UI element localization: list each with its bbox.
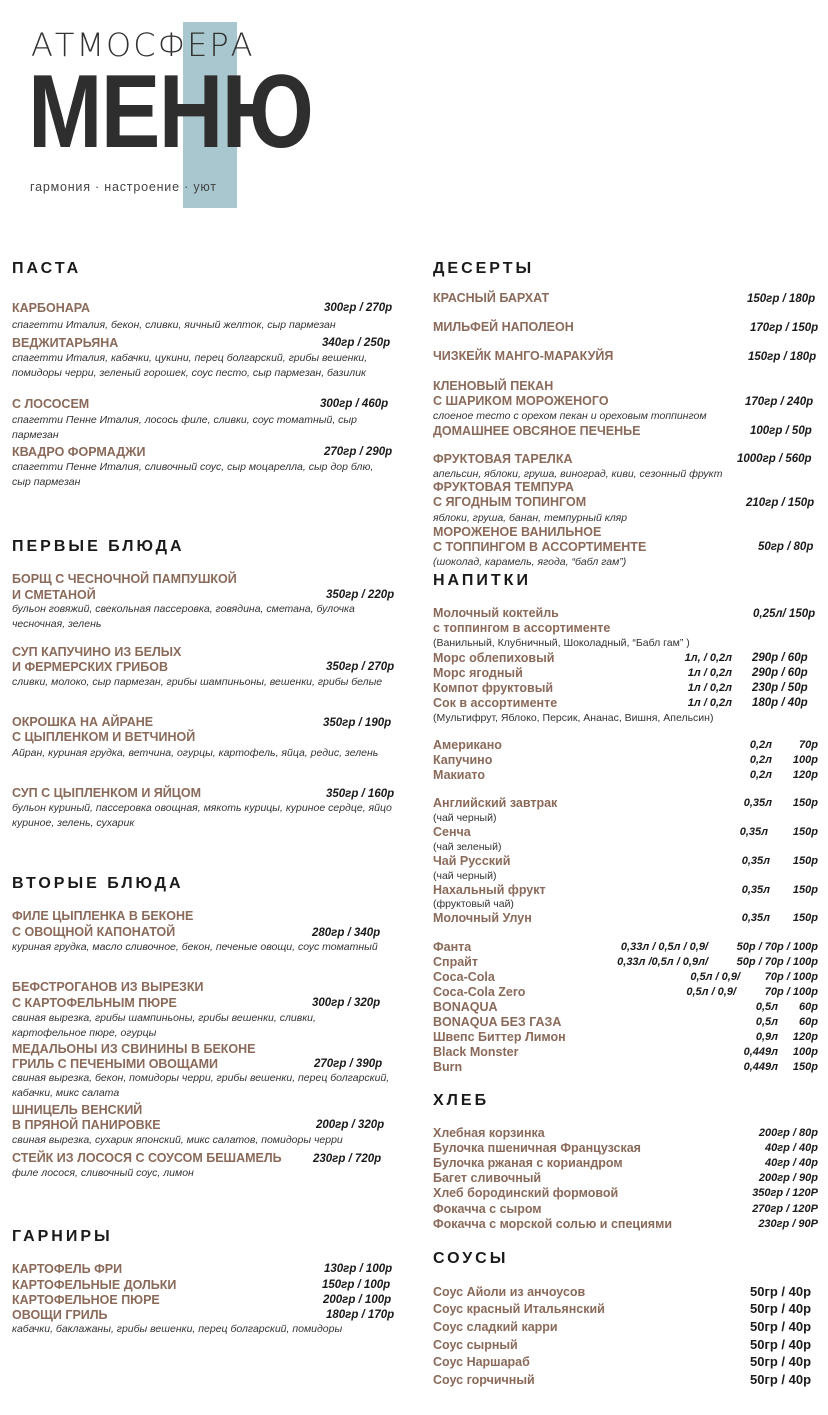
drink-price: 50р / 70р / 100р xyxy=(736,941,818,953)
drink-price: 150р xyxy=(792,884,818,896)
dish-description: спагетти Пенне Италия, сливочный соус, сыр моцарелла, сыр дор блю, сыр пармезан xyxy=(12,461,374,488)
dish-name: МЕДАЛЬОНЫ ИЗ СВИНИНЫ В БЕКОНЕ xyxy=(12,1042,256,1056)
drink-price: 150р xyxy=(792,1061,818,1073)
section-title-drinks: НАПИТКИ xyxy=(433,572,531,589)
drink-price: 290р / 60р xyxy=(752,652,808,664)
drink-price: 290р / 60р xyxy=(752,667,808,679)
bread-price: 200гр / 80р xyxy=(758,1127,818,1139)
dish-name-line2: С КАРТОФЕЛЬНЫМ ПЮРЕ xyxy=(12,996,177,1010)
drink-name: Burn xyxy=(433,1060,463,1074)
drink-name: Спрайт xyxy=(433,955,478,969)
dessert-description: яблоки, груша, банан, темпурный кляр xyxy=(433,512,628,524)
section-title-pasta: ПАСТА xyxy=(12,260,82,277)
drink-description: (чай зеленый) xyxy=(433,841,502,853)
drink-volume: 0,449л xyxy=(743,1061,778,1073)
drink-volume: 0,35л xyxy=(743,797,772,809)
dish-name: КАРБОНАРА xyxy=(12,301,91,315)
dish-name: СУП КАПУЧИНО ИЗ БЕЛЫХ xyxy=(12,645,182,659)
dish-price: 200гр / 100р xyxy=(323,1294,392,1306)
dish-name-line2: В ПРЯНОЙ ПАНИРОВКЕ xyxy=(12,1118,161,1132)
dish-name-line2: ГРИЛЬ С ПЕЧЕНЫМИ ОВОЩАМИ xyxy=(12,1057,219,1071)
dish-price: 300гр / 270р xyxy=(324,302,393,314)
drink-volume: 0,5л / 0,9/ xyxy=(686,986,736,998)
dessert-price: 210гр / 150р xyxy=(746,497,815,509)
drink-name: Молочный Улун xyxy=(433,911,532,925)
drink-volume: 0,2л xyxy=(749,739,772,751)
dish-description: филе лосося, сливочный соус, лимон xyxy=(12,1167,194,1179)
dish-price: 230гр / 720р xyxy=(313,1153,382,1165)
bread-price: 270гр / 120Р xyxy=(752,1203,818,1215)
dish-name: ВЕДЖИТАРЬЯНА xyxy=(12,336,119,350)
drink-name: Black Monster xyxy=(433,1045,519,1059)
drink-name: Компот фруктовый xyxy=(433,681,554,695)
dish-name: СУП С ЦЫПЛЕНКОМ И ЯЙЦОМ xyxy=(12,786,202,800)
drink-name: Морс облепиховый xyxy=(433,651,555,665)
drink-name: Сок в ассортименте xyxy=(433,696,558,710)
bread-name: Фокачча с морской солью и специями xyxy=(433,1217,673,1231)
bread-price: 230гр / 90Р xyxy=(758,1218,818,1230)
drink-volume: 0,35л xyxy=(741,912,770,924)
drink-price: 70р xyxy=(799,739,818,751)
drink-volume: 1л / 0,2л xyxy=(687,682,732,694)
drink-description: (фруктовый чай) xyxy=(433,898,514,910)
menu-title: МЕНЮ xyxy=(28,54,313,170)
drink-name-line2: с топпингом в ассортименте xyxy=(433,621,611,635)
drink-volume: 0,35л xyxy=(739,826,768,838)
drink-volume: 0,449л xyxy=(743,1046,778,1058)
dessert-price: 170гр / 240р xyxy=(745,396,814,408)
dish-price: 270гр / 290р xyxy=(324,446,393,458)
dessert-price: 150гр / 180р xyxy=(748,351,817,363)
drink-volume: 0,2л xyxy=(749,754,772,766)
drink-volume: 0,33л / 0,5л / 0,9/ xyxy=(620,941,708,953)
dish-description: сливки, молоко, сыр пармезан, грибы шампиньоны, вешенки, грибы белые xyxy=(12,676,383,688)
drink-name: Фанта xyxy=(433,940,472,954)
dish-description: бульон куриный, пассеровка овощная, мякоть курицы, куриное сердце, яйцо куриное, зелень, сухарик xyxy=(12,802,392,829)
dessert-price: 50гр / 80р xyxy=(758,541,814,553)
bread-name: Фокачча с сыром xyxy=(433,1202,542,1216)
drink-volume: 1л / 0,2л xyxy=(687,697,732,709)
dish-price: 350гр / 270р xyxy=(326,661,395,673)
drink-name: Нахальный фрукт xyxy=(433,883,546,897)
dish-price: 130гр / 100р xyxy=(324,1263,393,1275)
section-title-main-courses: ВТОРЫЕ БЛЮДА xyxy=(12,875,184,892)
dish-price: 300гр / 460р xyxy=(320,398,389,410)
dessert-description: апельсин, яблоки, груша, виноград, киви, сезонный фрукт xyxy=(433,468,723,480)
drink-name: Швепс Биттер Лимон xyxy=(433,1030,566,1044)
dish-name: КАРТОФЕЛЬ ФРИ xyxy=(12,1262,123,1276)
dish-description: куриная грудка, масло сливочное, бекон, печеные овощи, соус томатный xyxy=(12,941,378,953)
bread-price: 40гр / 40р xyxy=(765,1142,818,1154)
dish-price: 180гр / 170р xyxy=(326,1309,395,1321)
menu-header xyxy=(28,18,313,218)
drink-name: Сенча xyxy=(433,825,471,839)
dish-name-line2: И ФЕРМЕРСКИХ ГРИБОВ xyxy=(12,660,169,674)
section-title-sauces: СОУСЫ xyxy=(433,1250,509,1267)
dish-name: БЕФСТРОГАНОВ ИЗ ВЫРЕЗКИ xyxy=(12,980,204,994)
dish-price: 350гр / 220р xyxy=(326,589,395,601)
dessert-name: ДОМАШНЕЕ ОВСЯНОЕ ПЕЧЕНЬЕ xyxy=(433,424,641,438)
tagline: гармония · настроение · уют xyxy=(30,180,217,194)
drink-price: 150р xyxy=(792,797,818,809)
drink-price: 230р / 50р xyxy=(752,682,808,694)
dish-description: спагетти Италия, кабачки, цукини, перец болгарский, грибы вешенки, помидоры черри, зеленый горошек, соус песто, сыр пармезан, базилик xyxy=(12,352,368,379)
drink-volume: 1л, / 0,2л xyxy=(684,652,732,664)
drink-name: Молочный коктейль xyxy=(433,606,559,620)
dessert-price: 170гр / 150р xyxy=(750,322,819,334)
sauce-name: Соус сырный xyxy=(433,1338,518,1352)
dessert-name: ФРУКТОВАЯ ТЕМПУРА xyxy=(433,480,574,494)
dish-description: свиная вырезка, бекон, помидоры черри, грибы вешенки, перец болгарский, кабачки, микс салата xyxy=(12,1072,390,1099)
dish-name-line2: С ОВОЩНОЙ КАПОНАТОЙ xyxy=(12,925,176,939)
dish-name: СТЕЙК ИЗ ЛОСОСЯ С СОУСОМ БЕШАМЕЛЬ xyxy=(12,1151,282,1165)
drink-price: 100р xyxy=(792,1046,818,1058)
sauce-name: Соус красный Итальянский xyxy=(433,1302,605,1316)
drink-volume: 0,9л xyxy=(755,1031,778,1043)
drink-volume: 0,33л /0,5л / 0,9л/ xyxy=(617,956,708,968)
drink-name: BONAQUA xyxy=(433,1000,498,1014)
dessert-name: КРАСНЫЙ БАРХАТ xyxy=(433,291,550,305)
bread-name: Хлебная корзинка xyxy=(433,1126,545,1140)
drink-price: 150р xyxy=(792,826,818,838)
drink-price: 50р / 70р / 100р xyxy=(736,956,818,968)
bread-name: Багет сливочный xyxy=(433,1171,542,1185)
dessert-name-line2: С ШАРИКОМ МОРОЖЕНОГО xyxy=(433,394,609,408)
drink-volume: 0,2л xyxy=(749,769,772,781)
drink-price: 150р xyxy=(792,912,818,924)
drink-volume: 0,5л xyxy=(755,1016,778,1028)
dish-description: свиная вырезка, сухарик японский, микс салатов, помидоры черри xyxy=(12,1134,343,1146)
sauce-price: 50гр / 40р xyxy=(750,1372,812,1387)
drink-description: (чай черный) xyxy=(433,870,497,882)
sauce-name: Соус сладкий карри xyxy=(433,1320,558,1334)
dish-name: КАРТОФЕЛЬНЫЕ ДОЛЬКИ xyxy=(12,1278,177,1292)
drink-price: 120р xyxy=(792,769,818,781)
drink-name: BONAQUA БЕЗ ГАЗА xyxy=(433,1015,562,1029)
dessert-name: ЧИЗКЕЙК МАНГО-МАРАКУЙЯ xyxy=(433,349,614,363)
drink-price: 60р xyxy=(799,1001,818,1013)
drink-price: 0,25л/ 150р xyxy=(753,608,816,620)
dish-price: 270гр / 390р xyxy=(314,1058,383,1070)
drink-name: Капучино xyxy=(433,753,493,767)
brand-name: АТМОСФЕРА xyxy=(31,26,255,64)
section-title-garnish: ГАРНИРЫ xyxy=(12,1228,113,1245)
dessert-name: ФРУКТОВАЯ ТАРЕЛКА xyxy=(433,452,573,466)
dish-price: 340гр / 250р xyxy=(322,337,391,349)
bread-price: 40гр / 40р xyxy=(765,1157,818,1169)
drink-name: Чай Русский xyxy=(433,854,511,868)
sauce-name: Соус горчичный xyxy=(433,1373,535,1387)
dessert-description: (шоколад, карамель, ягода, “бабл гам”) xyxy=(433,556,627,568)
drink-price: 120р xyxy=(792,1031,818,1043)
sauce-price: 50гр / 40р xyxy=(750,1319,812,1334)
dish-name: ФИЛЕ ЦЫПЛЕНКА В БЕКОНЕ xyxy=(12,909,194,923)
drink-name: Американо xyxy=(433,738,502,752)
dish-name: БОРЩ С ЧЕСНОЧНОЙ ПАМПУШКОЙ xyxy=(12,572,237,586)
dish-description: Айран, куриная грудка, ветчина, огурцы, картофель, яйца, редис, зелень xyxy=(12,747,379,759)
drink-name: Английский завтрак xyxy=(433,796,558,810)
bread-price: 350гр / 120Р xyxy=(752,1187,818,1199)
dessert-name-line2: С ТОППИНГОМ В АССОРТИМЕНТЕ xyxy=(433,540,647,554)
dish-price: 150гр / 100р xyxy=(322,1279,391,1291)
drink-name: Coca-Cola xyxy=(433,970,495,984)
dish-name: ОКРОШКА НА АЙРАНЕ xyxy=(12,715,154,729)
sauce-price: 50гр / 40р xyxy=(750,1284,812,1299)
dish-price: 300гр / 320р xyxy=(312,997,381,1009)
sauce-price: 50гр / 40р xyxy=(750,1337,812,1352)
bread-name: Булочка пшеничная Французская xyxy=(433,1141,641,1155)
dessert-price: 150гр / 180р xyxy=(747,293,816,305)
sauce-price: 50гр / 40р xyxy=(750,1354,812,1369)
dish-name: КАРТОФЕЛЬНОЕ ПЮРЕ xyxy=(12,1293,160,1307)
sauce-name: Соус Айоли из анчоусов xyxy=(433,1285,586,1299)
dish-name: ОВОЩИ ГРИЛЬ xyxy=(12,1308,108,1322)
dessert-description: слоеное тесто с орехом пекан и ореховым топпингом xyxy=(433,410,707,422)
dish-name: С ЛОСОСЕМ xyxy=(12,397,90,411)
drink-price: 70р / 100р xyxy=(764,986,818,998)
bread-name: Хлеб бородинский формовой xyxy=(433,1186,619,1200)
dessert-name: МИЛЬФЕЙ НАПОЛЕОН xyxy=(433,320,574,334)
dish-description: спагетти Пенне Италия, лосось филе, сливки, соус томатный, сыр пармезан xyxy=(12,414,358,441)
bread-price: 200гр / 90р xyxy=(758,1172,818,1184)
dish-price: 350гр / 190р xyxy=(323,717,392,729)
dish-name-line2: И СМЕТАНОЙ xyxy=(12,588,96,602)
sauce-name: Соус Наршараб xyxy=(433,1355,530,1369)
sauce-price: 50гр / 40р xyxy=(750,1301,812,1316)
section-title-desserts: ДЕСЕРТЫ xyxy=(433,260,535,277)
section-title-first-courses: ПЕРВЫЕ БЛЮДА xyxy=(12,538,185,555)
dish-price: 200гр / 320р xyxy=(316,1119,385,1131)
dish-price: 350гр / 160р xyxy=(326,788,395,800)
drink-volume: 0,5л / 0,9/ xyxy=(690,971,740,983)
dish-name: ШНИЦЕЛЬ ВЕНСКИЙ xyxy=(12,1103,143,1117)
dish-description: кабачки, баклажаны, грибы вешенки, перец болгарский, помидоры xyxy=(12,1323,343,1335)
dish-price: 280гр / 340р xyxy=(312,927,381,939)
drink-price: 100р xyxy=(792,754,818,766)
dessert-name: КЛЕНОВЫЙ ПЕКАН xyxy=(433,379,554,393)
drink-price: 150р xyxy=(792,855,818,867)
dish-name-line2: С ЦЫПЛЕНКОМ И ВЕТЧИНОЙ xyxy=(12,730,196,744)
drink-description: (Ванильный, Клубничный, Шоколадный, “Бабл гам” ) xyxy=(433,637,690,649)
drink-volume: 0,5л xyxy=(755,1001,778,1013)
drink-name: Морс ягодный xyxy=(433,666,523,680)
drink-volume: 0,35л xyxy=(741,855,770,867)
drink-volume: 0,35л xyxy=(741,884,770,896)
dish-description: спагетти Италия, бекон, сливки, яичный желток, сыр пармезан xyxy=(12,319,336,331)
dessert-price: 1000гр / 560р xyxy=(737,453,812,465)
dish-description: свиная вырезка, грибы шампиньоны, грибы вешенки, сливки, картофельное пюре, огурцы xyxy=(12,1012,316,1039)
drink-name: Макиато xyxy=(433,768,486,782)
dessert-name-line2: С ЯГОДНЫМ ТОПИНГОМ xyxy=(433,495,587,509)
drink-price: 180р / 40р xyxy=(752,697,808,709)
section-title-bread: ХЛЕБ xyxy=(433,1092,490,1109)
dish-description: бульон говяжий, свекольная пассеровка, говядина, сметана, булочка чесночная, зелень xyxy=(12,603,355,630)
drink-description: (чай черный) xyxy=(433,812,497,824)
drink-price: 60р xyxy=(799,1016,818,1028)
drink-volume: 1л / 0,2л xyxy=(687,667,732,679)
dish-name: КВАДРО ФОРМАДЖИ xyxy=(12,445,146,459)
drink-price: 70р / 100р xyxy=(764,971,818,983)
dessert-price: 100гр / 50р xyxy=(750,425,812,437)
dessert-name: МОРОЖЕНОЕ ВАНИЛЬНОЕ xyxy=(433,525,602,539)
drink-description: (Мультифрут, Яблоко, Персик, Ананас, Вишня, Апельсин) xyxy=(433,712,714,724)
bread-name: Булочка ржаная с кориандром xyxy=(433,1156,623,1170)
drink-name: Coca-Cola Zero xyxy=(433,985,526,999)
